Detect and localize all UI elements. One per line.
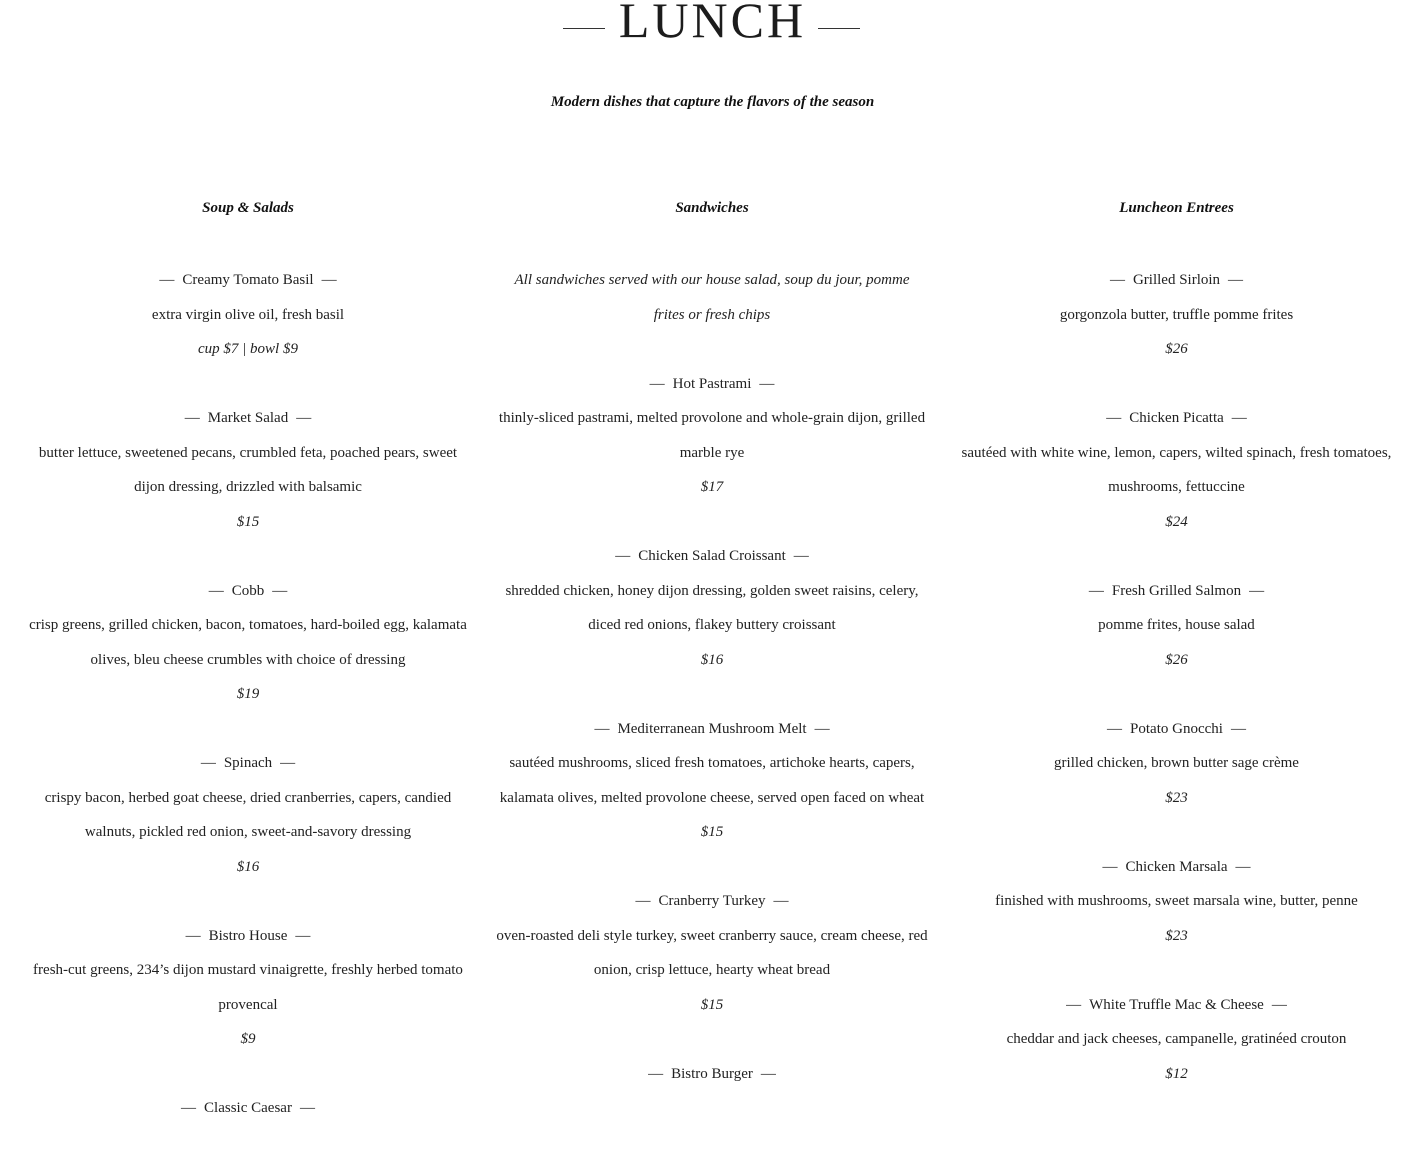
menu-item-description: crispy bacon, herbed goat cheese, dried cranberries, capers, candied walnuts, pickled red onion, sweet-and-savory dressing bbox=[44, 789, 452, 840]
dash-mark: — bbox=[814, 720, 830, 737]
dash-mark: — bbox=[1231, 410, 1247, 426]
menu-item-name: — Chicken Salad Croissant — bbox=[492, 539, 932, 574]
dash-mark: — bbox=[635, 893, 651, 909]
menu-item-price: $16 bbox=[236, 858, 260, 875]
dash-mark: — bbox=[200, 755, 216, 771]
dash-mark: — bbox=[1249, 582, 1265, 599]
menu-item-price: $24 bbox=[1165, 513, 1188, 530]
menu-column-sandwiches bbox=[492, 194, 932, 1126]
menu-item-name: — Creamy Tomato Basil — bbox=[28, 263, 468, 298]
menu-item-price: $17 bbox=[700, 479, 724, 495]
title-left-rule bbox=[563, 28, 605, 29]
dash-mark: — bbox=[648, 1065, 664, 1082]
dash-mark: — bbox=[1228, 272, 1244, 288]
dash-mark: — bbox=[594, 720, 610, 737]
menu-item bbox=[960, 401, 1393, 539]
menu-item-name: — Chicken Picatta — bbox=[960, 401, 1393, 436]
menu-item bbox=[492, 712, 932, 850]
menu-header bbox=[0, 0, 1425, 60]
menu-item-description: butter lettuce, sweetened pecans, crumbled feta, poached pears, sweet dijon dressing, drizzled with balsamic bbox=[38, 444, 458, 495]
menu-item-description: pomme frites, house salad bbox=[1098, 617, 1255, 633]
dash-mark: — bbox=[1235, 858, 1251, 875]
menu-item bbox=[492, 1057, 932, 1092]
column-note-block bbox=[492, 263, 932, 332]
dash-mark: — bbox=[1109, 272, 1125, 288]
dash-mark: — bbox=[280, 755, 296, 771]
page-subtitle: Modern dishes that capture the flavors of the season bbox=[550, 94, 875, 110]
menu-item-price: $19 bbox=[236, 686, 260, 702]
dash-mark: — bbox=[299, 1100, 315, 1116]
dash-mark: — bbox=[649, 375, 665, 392]
menu-item-description: sautéed mushrooms, sliced fresh tomatoes, artichoke hearts, capers, kalamata olives, melted provolone cheese, served open faced on wheat bbox=[499, 755, 925, 806]
menu-item bbox=[960, 574, 1393, 678]
menu-item-price: $23 bbox=[1165, 927, 1188, 944]
menu-item-description: oven-roasted deli style turkey, sweet cranberry sauce, cream cheese, red onion, crisp lettuce, hearty wheat bread bbox=[496, 927, 928, 978]
menu-item-name: — Fresh Grilled Salmon — bbox=[960, 574, 1393, 609]
menu-item-price: $16 bbox=[700, 651, 724, 668]
menu-item bbox=[960, 712, 1393, 816]
menu-item bbox=[28, 263, 468, 367]
dash-mark: — bbox=[296, 410, 312, 426]
dash-mark: — bbox=[1088, 582, 1104, 599]
dash-mark: — bbox=[184, 410, 200, 426]
dash-mark: — bbox=[759, 375, 775, 392]
menu-item bbox=[28, 919, 468, 1057]
menu-item-price: $9 bbox=[240, 1031, 256, 1047]
menu-item bbox=[492, 884, 932, 1022]
column-note: All sandwiches served with our house salad, soup du jour, pomme frites or fresh chips bbox=[514, 272, 910, 323]
menu-item-name: — White Truffle Mac & Cheese — bbox=[960, 988, 1393, 1023]
menu-item-description: fresh-cut greens, 234’s dijon mustard vinaigrette, freshly herbed tomato provencal bbox=[33, 962, 463, 1013]
column-heading: Luncheon Entrees bbox=[1119, 200, 1234, 216]
menu-item bbox=[28, 574, 468, 712]
menu-item-price: $15 bbox=[700, 996, 724, 1013]
dash-mark: — bbox=[159, 272, 175, 288]
menu-item bbox=[492, 367, 932, 505]
menu-item-name: — Hot Pastrami — bbox=[492, 367, 932, 402]
menu-item-description: sautéed with white wine, lemon, capers, wilted spinach, fresh tomatoes, mushrooms, fettuccine bbox=[961, 444, 1392, 495]
menu-column-luncheon-entrees bbox=[960, 194, 1393, 1126]
menu-item-name: — Grilled Sirloin — bbox=[960, 263, 1393, 298]
menu-item-name: — Cobb — bbox=[28, 574, 468, 609]
column-heading: Soup & Salads bbox=[202, 200, 294, 216]
menu-item-name: — Potato Gnocchi — bbox=[960, 712, 1393, 747]
menu-item-name: — Bistro Burger — bbox=[492, 1057, 932, 1092]
page-title: LUNCH bbox=[618, 0, 807, 48]
menu-item-description: shredded chicken, honey dijon dressing, golden sweet raisins, celery, diced red onions, flakey buttery croissant bbox=[505, 582, 919, 633]
menu-item-name: — Spinach — bbox=[28, 746, 468, 781]
menu-item-price: $26 bbox=[1165, 341, 1188, 357]
menu-item-price: $12 bbox=[1165, 1065, 1188, 1082]
dash-mark: — bbox=[1102, 858, 1118, 875]
menu-item-price: $26 bbox=[1165, 651, 1188, 668]
dash-mark: — bbox=[760, 1065, 776, 1082]
menu-item-name: — Bistro House — bbox=[28, 919, 468, 954]
dash-mark: — bbox=[773, 893, 789, 909]
menu-item bbox=[28, 746, 468, 884]
menu-item-description: gorgonzola butter, truffle pomme frites bbox=[1059, 306, 1294, 323]
menu-item-price: $15 bbox=[236, 513, 260, 530]
menu-item bbox=[960, 850, 1393, 954]
menu-item-price: cup $7 | bowl $9 bbox=[198, 341, 298, 357]
menu-item-name: — Chicken Marsala — bbox=[960, 850, 1393, 885]
dash-mark: — bbox=[272, 582, 288, 599]
dash-mark: — bbox=[1230, 720, 1246, 737]
menu-item-description: grilled chicken, brown butter sage crème bbox=[1054, 755, 1299, 771]
menu-item bbox=[492, 539, 932, 677]
menu-item-description: thinly-sliced pastrami, melted provolone and whole-grain dijon, grilled marble rye bbox=[498, 410, 926, 461]
column-heading: Sandwiches bbox=[675, 200, 749, 216]
menu-item-name: — Cranberry Turkey — bbox=[492, 884, 932, 919]
menu-item bbox=[960, 988, 1393, 1092]
dash-mark: — bbox=[181, 1100, 197, 1116]
menu-item-description: crisp greens, grilled chicken, bacon, tomatoes, hard-boiled egg, kalamata olives, bleu cheese crumbles with choice of dressing bbox=[29, 617, 467, 668]
menu-item-name: — Classic Caesar — bbox=[28, 1091, 468, 1126]
dash-mark: — bbox=[321, 272, 337, 288]
menu-item-description: finished with mushrooms, sweet marsala wine, butter, penne bbox=[995, 893, 1358, 909]
dash-mark: — bbox=[1271, 996, 1287, 1013]
menu-item-price: $15 bbox=[700, 824, 724, 840]
dash-mark: — bbox=[793, 548, 809, 564]
menu-item-price: $23 bbox=[1165, 789, 1188, 806]
title-right-rule bbox=[818, 28, 860, 29]
dash-mark: — bbox=[295, 927, 311, 944]
dash-mark: — bbox=[185, 927, 201, 944]
menu-item-name: — Market Salad — bbox=[28, 401, 468, 436]
dash-mark: — bbox=[1107, 720, 1123, 737]
dash-mark: — bbox=[1106, 410, 1122, 426]
menu-item-description: cheddar and jack cheeses, campanelle, gratinéed crouton bbox=[1006, 1031, 1347, 1047]
menu-item-name: — Mediterranean Mushroom Melt — bbox=[492, 712, 932, 747]
dash-mark: — bbox=[208, 582, 224, 599]
menu-column-soup-salads bbox=[28, 194, 468, 1160]
dash-mark: — bbox=[1066, 996, 1082, 1013]
menu-item bbox=[960, 263, 1393, 367]
menu-item-description: extra virgin olive oil, fresh basil bbox=[151, 306, 345, 323]
dash-mark: — bbox=[615, 548, 631, 564]
menu-item bbox=[28, 401, 468, 539]
menu-item bbox=[28, 1091, 468, 1126]
